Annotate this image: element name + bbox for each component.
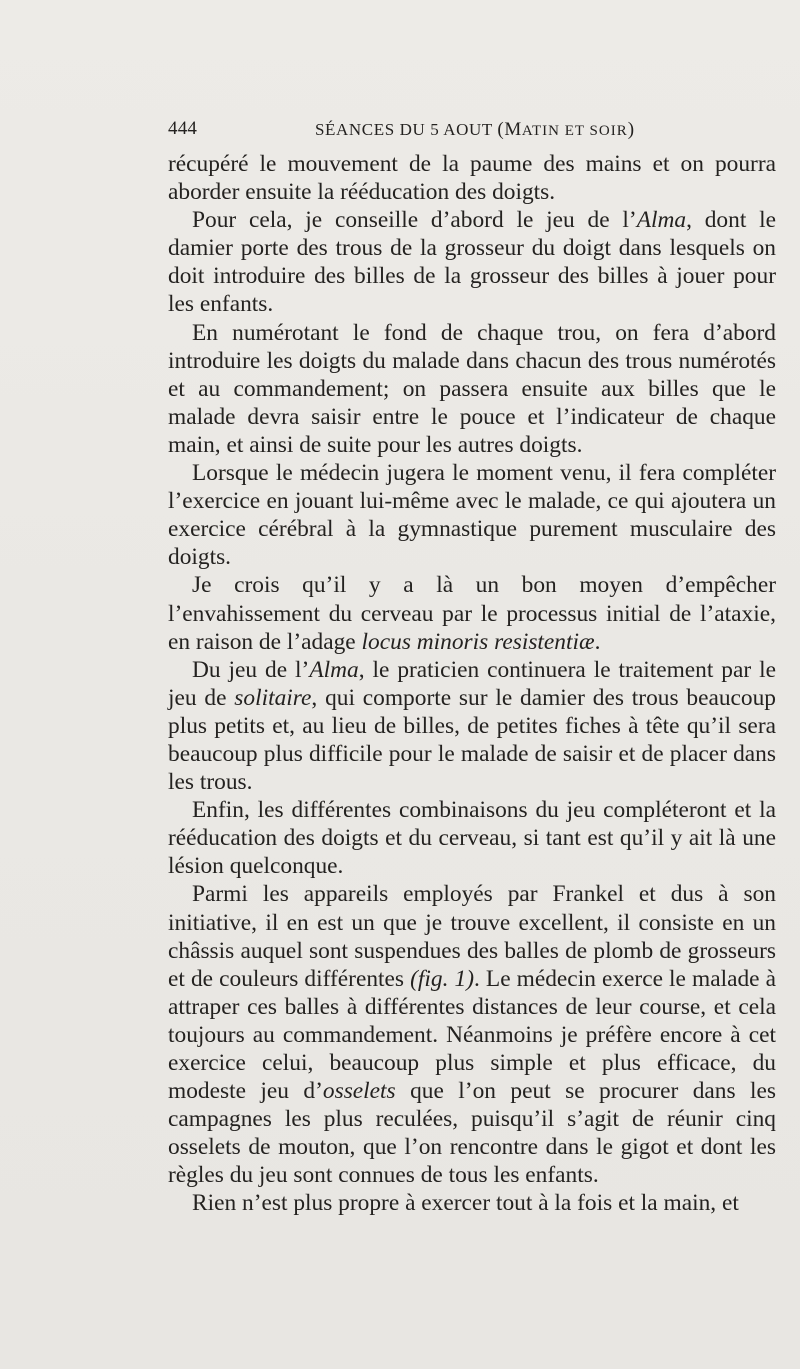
paragraph: Enfin, les différentes combinaisons du jeu compléteront et la rééducation des doigts et du cerveau, si tant est qu’il y ait là une lésion quelconque. <box>168 797 776 880</box>
paragraph: Lorsque le médecin jugera le moment venu, il fera compléter l’exercice en jouant lui-même avec le malade, ce qui ajoutera un exercice cérébral à la gymnastique purement musculaire des doigts. <box>168 460 776 571</box>
paragraph: récupéré le mouvement de la paume des mains et on pourra aborder ensuite la rééducation des doigts. <box>168 151 776 206</box>
running-title-paren-open: ( <box>497 119 505 140</box>
paragraph: Je crois qu’il y a là un bon moyen d’empêcher l’envahissement du cerveau par le processus initial de l’ataxie, en raison de l’adage locus minoris resistentiæ. <box>168 572 776 655</box>
running-title-paren-close: ) <box>627 119 635 140</box>
running-title <box>315 119 635 141</box>
emphasis: Alma <box>309 656 359 683</box>
running-title-prefix: SÉANCES DU 5 AOUT <box>315 120 493 139</box>
emphasis: solitaire <box>234 684 312 711</box>
paragraph: Pour cela, je conseille d’abord le jeu de l’Alma, dont le damier porte des trous de la grosseur du doigt dans lesquels on doit introduire des billes de la grosseur des billes à jouer pour les enfants. <box>168 207 776 318</box>
emphasis: (fig. 1) <box>410 965 474 992</box>
paragraph: Du jeu de l’Alma, le praticien continuera le traitement par le jeu de solitaire, qui comporte sur le damier des trous beaucoup plus petits et, au lieu de billes, de petites fiches à tête qu’il sera beaucoup plus difficile pour le malade de saisir et de placer dans les trous. <box>168 656 776 796</box>
paragraph: Rien n’est plus propre à exercer tout à la fois et la main, et <box>192 1190 739 1217</box>
running-title-middle: ATIN ET SOIR <box>521 123 628 139</box>
emphasis: osselets <box>322 1078 396 1105</box>
body-text <box>168 150 776 1218</box>
running-title-capital: M <box>504 119 522 140</box>
emphasis: Alma <box>636 207 687 234</box>
paragraph: En numérotant le fond de chaque trou, on fera d’abord introduire les doigts du malade dans chacun des trous numérotés et au commandement; on passera ensuite aux billes que le malade devra saisir entre le pouce et l’indicateur de chaque main, et ainsi de suite pour les autres doigts. <box>168 319 776 458</box>
page-number: 444 <box>168 118 198 139</box>
running-header <box>168 118 778 146</box>
paragraph: Parmi les appareils employés par Frankel et dus à son initiative, il en est un que je trouve excellent, il consiste en un châssis auquel sont suspendues des balles de plomb de grosseurs et de couleurs différentes (fig. 1). Le médecin exerce le malade à attraper ces balles à différentes distances de leur course, et cela toujours au commandement. Néanmoins je préfère encore à cet exercice celui, beaucoup plus simple et plus efficace, du modeste jeu d’osselets que l’on peut se procurer dans les campagnes les plus reculées, puisqu’il s’agit de réunir cinq osselets de mouton, que l’on rencontre dans le gigot et dont les règles du jeu sont connues de tous les enfants. <box>168 881 776 1189</box>
emphasis: locus minoris resistentiæ <box>361 628 595 655</box>
